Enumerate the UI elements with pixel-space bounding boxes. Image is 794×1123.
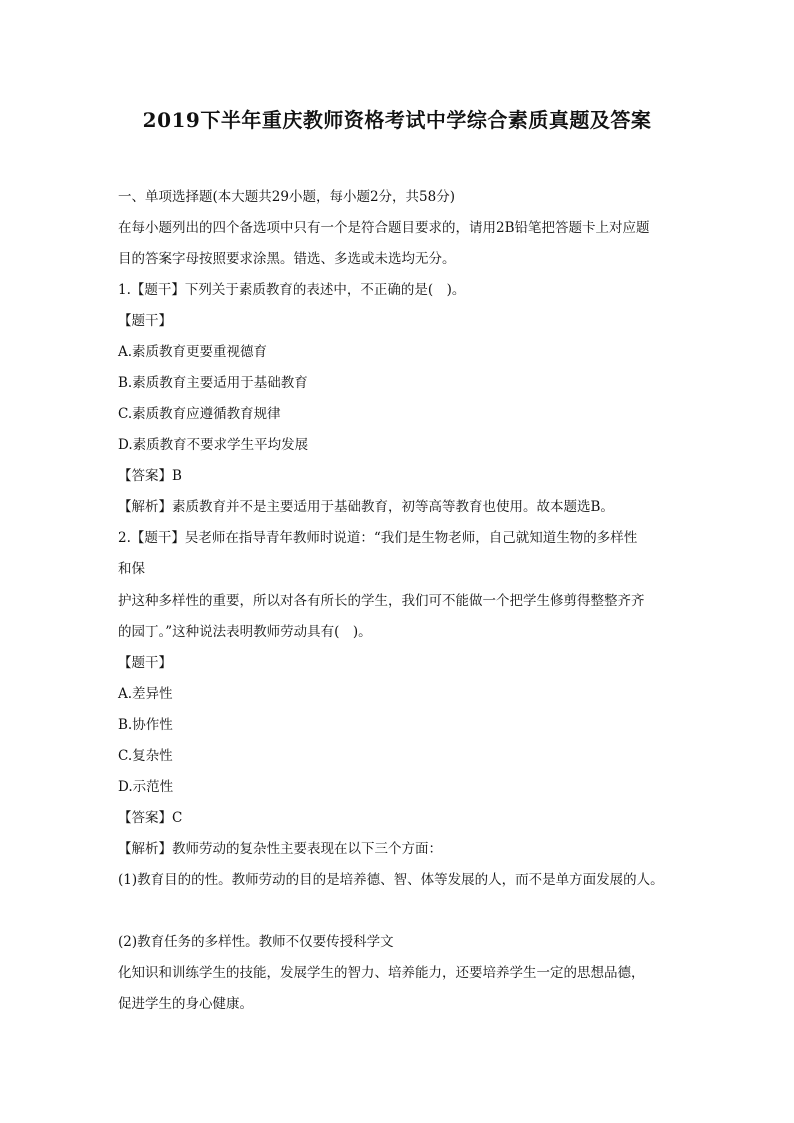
question-2-stem: 2.【题干】吴老师在指导青年教师时说道：“我们是生物老师，自己就知道生物的多样性 [118, 530, 638, 546]
instruction-line: 目的答案字母按照要求涂黑。错选、多选或未选均无分。 [118, 251, 456, 267]
question-1-option-b: B.素质教育主要适用于基础教育 [118, 375, 308, 391]
question-1-stem: 1.【题干】下列关于素质教育的表述中，不正确的是( )。 [118, 282, 466, 298]
question-2-option-a: A.差异性 [118, 686, 173, 702]
question-2-label: 【题干】 [118, 655, 172, 671]
document-title: 2019下半年重庆教师资格考试中学综合素质真题及答案 [142, 108, 652, 132]
question-2-explanation-point: (1)教育目的的性。教师劳动的目的是培养德、智、体等发展的人，而不是单方面发展的人。 [118, 872, 664, 888]
question-2-answer: 【答案】C [118, 810, 183, 826]
question-2-option-c: C.复杂性 [118, 748, 173, 764]
question-2-explanation-point: 促进学生的身心健康。 [118, 996, 253, 1012]
question-1-option-a: A.素质教育更要重视德育 [118, 344, 268, 360]
question-1-option-c: C.素质教育应遵循教育规律 [118, 406, 281, 422]
question-2-stem: 和保 [118, 561, 145, 577]
question-2-option-b: B.协作性 [118, 717, 173, 733]
question-2-explanation-point: 化知识和训练学生的技能，发展学生的智力、培养能力，还要培养学生一定的思想品德， [118, 965, 645, 981]
question-2-explanation-point: (2)教育任务的多样性。教师不仅要传授科学文 [118, 934, 394, 950]
section-heading: 一、单项选择题(本大题共29小题，每小题2分，共58分) [118, 189, 455, 205]
question-1-answer: 【答案】B [118, 468, 182, 484]
question-2-stem: 的园丁。”这种说法表明教师劳动具有( )。 [118, 624, 372, 640]
question-2-explanation: 【解析】教师劳动的复杂性主要表现在以下三个方面： [118, 841, 442, 857]
question-1-option-d: D.素质教育不要求学生平均发展 [118, 437, 309, 453]
instruction-line: 在每小题列出的四个备选项中只有一个是符合题目要求的，请用2B铅笔把答题卡上对应题 [118, 220, 650, 236]
question-2-stem: 护这种多样性的重要，所以对各有所长的学生，我们可不能做一个把学生修剪得整整齐齐 [118, 593, 645, 609]
question-1-explanation: 【解析】素质教育并不是主要适用于基础教育，初等高等教育也使用。故本题选B。 [118, 499, 614, 515]
question-1-label: 【题干】 [118, 313, 172, 329]
question-2-option-d: D.示范性 [118, 779, 174, 795]
